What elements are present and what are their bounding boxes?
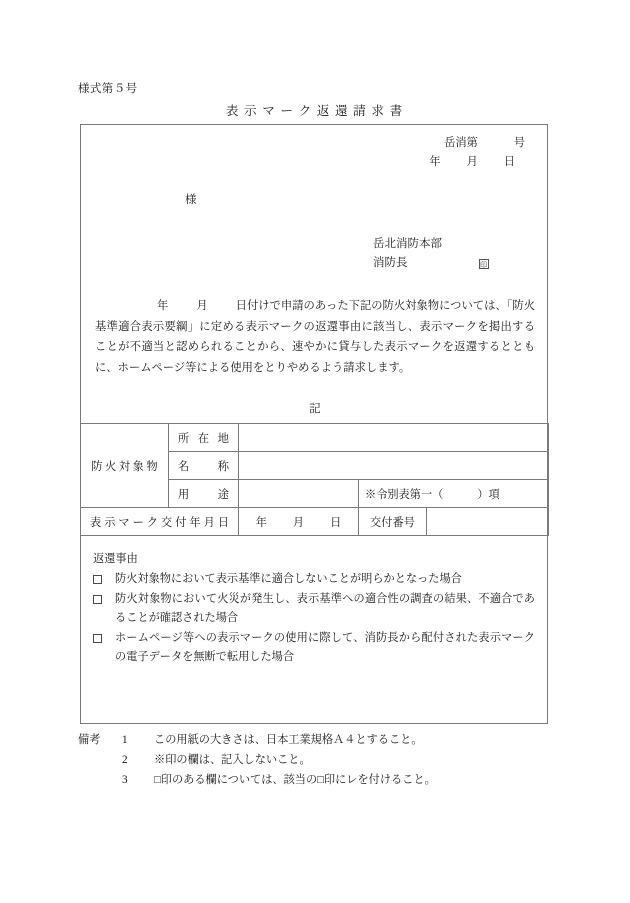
ordinance-note-text: ※令別表第一（: [365, 488, 444, 501]
note-text: □印のある欄については、該当の□印にレを付けること。: [154, 774, 436, 786]
month-label: 月: [466, 156, 478, 168]
issue-number-value-cell[interactable]: [427, 508, 549, 536]
body-paragraph-text: 日付けで申請のあった下記の防火対象物については、「防火基準適合表示要綱」に定める表示マークの返還事由に該当し、表示マークを掲出することが不適当と認められることから、速やかに貸与した表示マークを返還するとともに、ホームページ等による使用をとりやめるよう請求します。: [95, 300, 535, 374]
document-title: 表示マーク返還請求書: [225, 104, 408, 118]
year-label: 年: [429, 156, 441, 168]
reason-option-2-label: 防火対象物において火災が発生し、表示基準への適合性の調査の結果、不適合であることが確認された場合: [115, 593, 535, 624]
issue-number-label-cell: 交付番号: [359, 508, 427, 536]
return-reasons-title: 返還事由: [93, 553, 138, 565]
note-number: 1: [122, 734, 128, 746]
issue-date-line: [429, 153, 515, 169]
usage-label-cell: 用途: [169, 480, 239, 508]
sender-block: [373, 235, 489, 273]
checkbox-icon[interactable]: [93, 634, 102, 643]
sender-title-row: [373, 254, 489, 273]
name-value-cell[interactable]: [239, 452, 549, 480]
location-label-cell: 所在地: [169, 424, 239, 452]
form-main-box: [80, 124, 548, 724]
name-label-cell: 名称: [169, 452, 239, 480]
issue-date-value-cell[interactable]: [239, 508, 359, 536]
ordinance-note-cell: [359, 480, 549, 508]
document-number-prefix: 岳消第: [444, 137, 478, 149]
note-row: [78, 730, 548, 750]
table-row: [81, 508, 549, 536]
issue-day-label: 日: [330, 516, 342, 529]
reason-option-3-label: ホームページ等への表示マークの使用に際して、消防長から配付された表示マークの電子データを無断で転用した場合: [115, 632, 535, 663]
reason-option-3[interactable]: [93, 629, 535, 667]
note-number: 3: [122, 774, 128, 786]
subject-data-table: [80, 423, 549, 536]
note-number: 2: [122, 754, 128, 766]
ki-marker: 記: [309, 403, 321, 415]
usage-value-cell[interactable]: [239, 480, 359, 508]
reason-option-1-label: 防火対象物において表示基準に適合しないことが明らかとなった場合: [115, 573, 462, 585]
note-text: ※印の欄は、記入しないこと。: [154, 754, 311, 766]
return-reasons-section: [80, 543, 548, 724]
subject-label-cell: 防火対象物: [81, 424, 169, 508]
checkbox-icon[interactable]: [93, 595, 102, 604]
issue-year-label: 年: [255, 516, 267, 529]
body-year-label: 年: [157, 300, 169, 312]
reason-option-2[interactable]: [93, 590, 535, 628]
issue-date-label-cell: 表示マーク交付年月日: [81, 508, 239, 536]
reason-option-1[interactable]: [93, 570, 535, 589]
body-month-label: 月: [196, 300, 208, 312]
document-number-suffix: 号: [513, 137, 525, 149]
addressee-honorific: 様: [185, 194, 197, 206]
footer-notes: [78, 730, 548, 790]
sender-organization: 岳北消防本部: [373, 238, 442, 250]
table-row: [81, 424, 549, 452]
seal-icon: 印: [480, 260, 487, 269]
sender-title: 消防長: [373, 257, 408, 269]
document-number-line: [444, 134, 525, 150]
notes-label: 備考: [78, 734, 101, 746]
note-row: [78, 770, 548, 790]
day-label: 日: [503, 156, 515, 168]
note-text: この用紙の大きさは、日本工業規格Ａ４とすること。: [154, 734, 423, 746]
location-value-cell[interactable]: [239, 424, 549, 452]
ordinance-note-end: ）項: [477, 488, 500, 501]
note-row: [78, 750, 548, 770]
body-paragraph: [95, 296, 535, 378]
form-number: 様式第５号: [78, 83, 138, 95]
issue-month-label: 月: [292, 516, 305, 529]
checkbox-icon[interactable]: [93, 575, 102, 584]
